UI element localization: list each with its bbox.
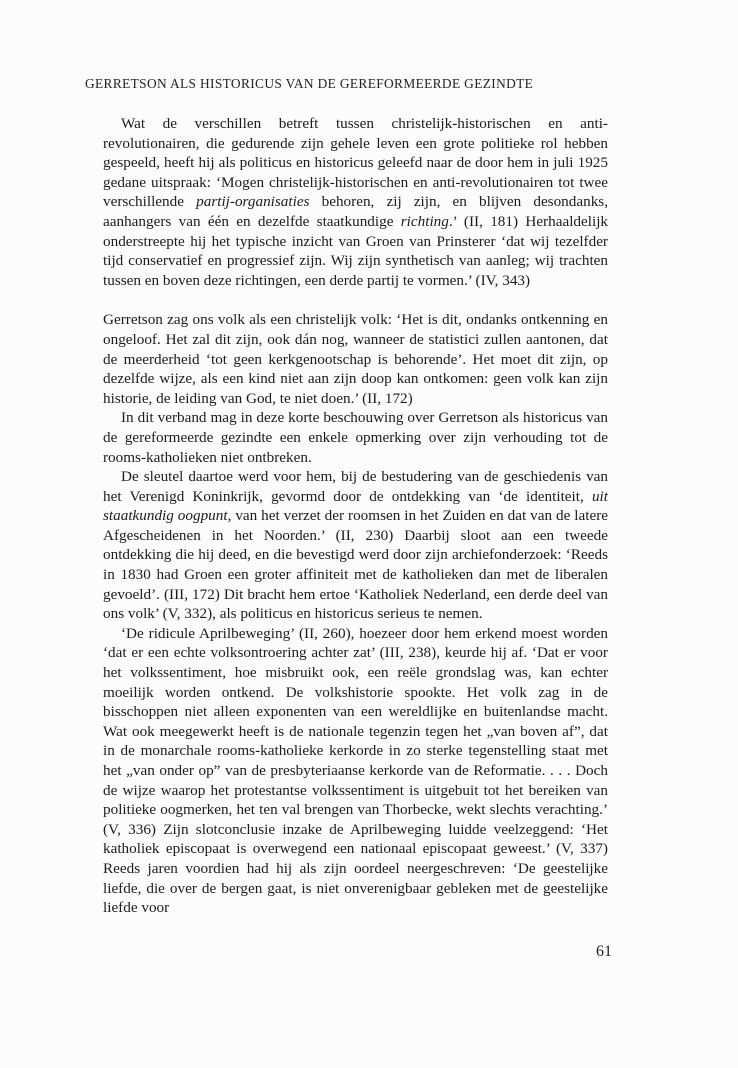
paragraph-1: Wat de verschillen betreft tussen christelijk-historischen en anti-revolutionairen, die gedurende zijn gehele leven een grote politieke rol hebben gespeeld, heeft hij als politicus en historicus geleefd naar de door hem in juli 1925 gedane uitspraak: ‘Mogen christelijk-historischen en anti-revolutionairen tot twee verschillende partij-organisaties behoren, zij zijn, en blijven desondanks, aanhangers van één en dezelfde staatkundige richting.’ (II, 181) Herhaaldelijk onderstreepte hij het typische inzicht van Groen van Prinsterer ‘dat wij tezelfder tijd conservatief en progressief zijn. Wij zijn synthetisch van aanleg; wij trachten tussen en boven deze richtingen, een derde partij te vormen.’ (IV, 343) (103, 115, 609, 289)
paragraph-4: De sleutel daartoe werd voor hem, bij de bestudering van de geschiedenis van het Verenigd Koninkrijk, gevormd door de ontdekking van ‘de identiteit, uit staatkundig oogpunt, van het verzet der roomsen in het Zuiden en dat van de latere Afgescheidenen in het Noorden.’ (II, 230) Daarbij sloot aan een tweede ontdekking die hij deed, en die bevestigd werd door zijn archiefonderzoek: ‘Reeds in 1830 had Groen een groter affiniteit met de katholieken dan met de liberalen gevoeld’. (III, 172) Dit bracht hem ertoe ‘Katholiek Nederland, een derde deel van ons volk’ (V, 332), als politicus en historicus serieus te nemen. (103, 468, 609, 623)
italic-phrase: partij-organisaties (196, 193, 310, 211)
paragraph-2: Gerretson zag ons volk als een christelijk volk: ‘Het is dit, ondanks ontkenning en ongeloof. Het zal dit zijn, ook dán nog, wanneer de statistici zullen aantonen, dat de meerderheid ‘tot geen kerkgenootschap is behorende’. Het moet dit zijn, op dezelfde wijze, als een kind niet aan zijn doop kan ontkomen: geen volk kan zijn historie, de leiding van God, te niet doen.’ (II, 172) (103, 311, 608, 407)
italic-phrase: uit staatkundig oogpunt (103, 487, 608, 525)
paragraph-3: In dit verband mag in deze korte beschouwing over Gerretson als historicus van de gereformeerde gezindte een enkele opmerking over zijn verhouding tot de rooms-katholieken niet ontbreken. (103, 409, 608, 466)
italic-phrase: richting (400, 212, 449, 230)
running-head: GERRETSON ALS HISTORICUS VAN DE GEREFORMEERDE GEZINDTE (85, 76, 534, 91)
page-number: 61 (596, 943, 612, 960)
paragraph-5: ‘De ridicule Aprilbeweging’ (II, 260), hoezeer door hem erkend moest worden ‘dat er een echte volksontroering achter zat’ (III, 238), keurde hij af. ‘Dat er voor het volkssentiment, hoe misbruikt ook, een reële grondslag was, kan echter moeilijk worden ontkend. De volkshistorie spookte. Het volk zag in de bisschoppen niet alleen exponenten van een wereldlijke en buitenlandse macht. Wat ook meegewerkt heeft is de nationale tegenzin tegen het „van boven af”, dat in de monarchale rooms-katholieke kerkorde in zo sterke tegenstelling staat met het „van onder op” van de presbyteriaanse kerkorde van de Reformatie. . . . Doch de wijze waarop het protestantse volkssentiment is uitgebuit tot het bereiken van politieke oogmerken, het ten val brengen van Thorbecke, wekt slechts verachting.’ (V, 336) Zijn slotconclusie inzake de Aprilbeweging luidde veelzeggend: ‘Het katholiek episcopaat is overwegend een nationaal episcopaat geweest.’ (V, 337) Reeds jaren voordien had hij als zijn oordeel neergeschreven: ‘De geestelijke liefde, die over de bergen gaat, is niet onverenigbaar gebleken met de geestelijke liefde voor (103, 624, 608, 917)
body-text (103, 114, 608, 918)
